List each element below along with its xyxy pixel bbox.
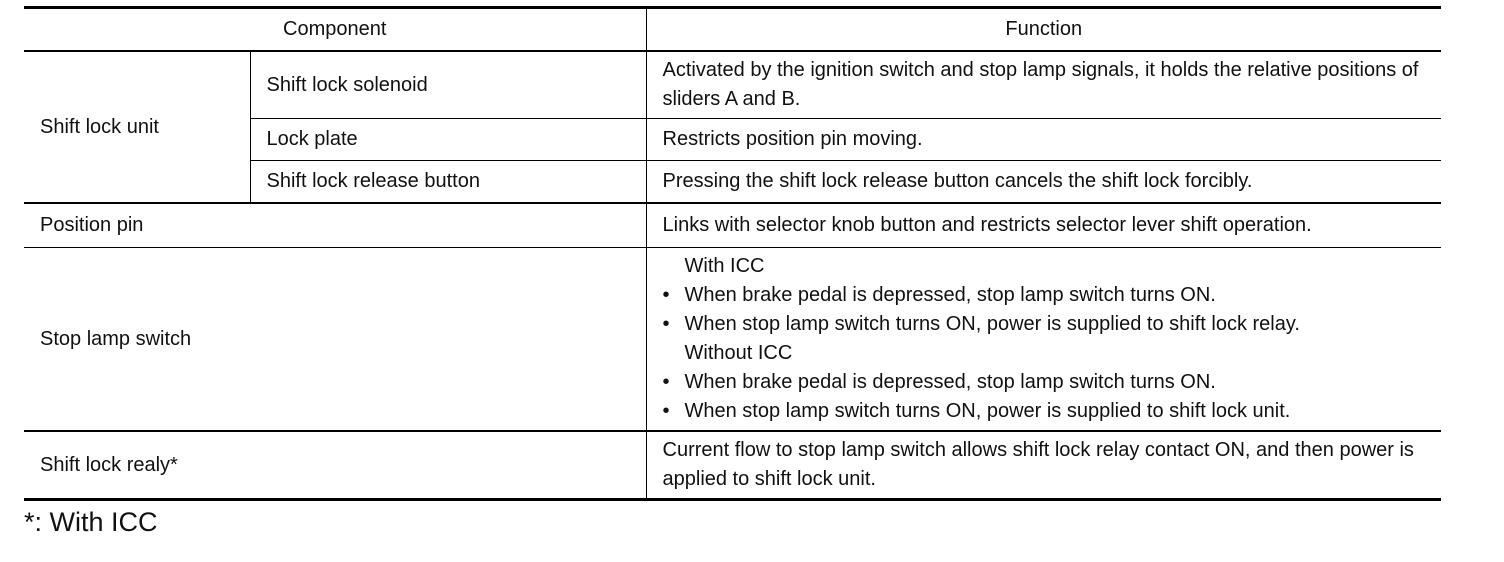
component-cell: Position pin — [24, 203, 646, 248]
table-row — [24, 203, 1441, 248]
bullet-item: • When stop lamp switch turns ON, power is supplied to shift lock unit. — [663, 397, 1428, 426]
function-cell: Current flow to stop lamp switch allows shift lock relay contact ON, and then power is applied to shift lock unit. — [646, 431, 1441, 500]
component-cell: Shift lock realy* — [24, 431, 646, 500]
function-cell: Pressing the shift lock release button cancels the shift lock forcibly. — [646, 161, 1441, 204]
component-cell: Shift lock release button — [250, 161, 646, 204]
table-header-row — [24, 8, 1441, 52]
function-cell: Links with selector knob button and restricts selector lever shift operation. — [646, 203, 1441, 248]
function-cell — [646, 248, 1441, 432]
component-function-table — [24, 6, 1441, 501]
header-function: Function — [646, 8, 1441, 52]
function-cell: Activated by the ignition switch and stop lamp signals, it holds the relative positions of sliders A and B. — [646, 51, 1441, 119]
table-row — [24, 248, 1441, 432]
bullet-item: • When stop lamp switch turns ON, power is supplied to shift lock relay. — [663, 310, 1428, 339]
document — [24, 6, 1441, 539]
component-cell: Stop lamp switch — [24, 248, 646, 432]
bullet-item: • When brake pedal is depressed, stop lamp switch turns ON. — [663, 368, 1428, 397]
table-row — [24, 431, 1441, 500]
function-cell: Restricts position pin moving. — [646, 119, 1441, 161]
without-icc-heading: Without ICC — [684, 342, 793, 364]
shift-lock-unit-label: Shift lock unit — [24, 51, 250, 203]
footnote: *: With ICC — [24, 507, 158, 537]
component-cell: Lock plate — [250, 119, 646, 161]
table-row — [24, 51, 1441, 119]
with-icc-heading: With ICC — [684, 255, 765, 277]
component-cell: Shift lock solenoid — [250, 51, 646, 119]
bullet-item: • When brake pedal is depressed, stop lamp switch turns ON. — [663, 281, 1428, 310]
header-component: Component — [24, 8, 646, 52]
